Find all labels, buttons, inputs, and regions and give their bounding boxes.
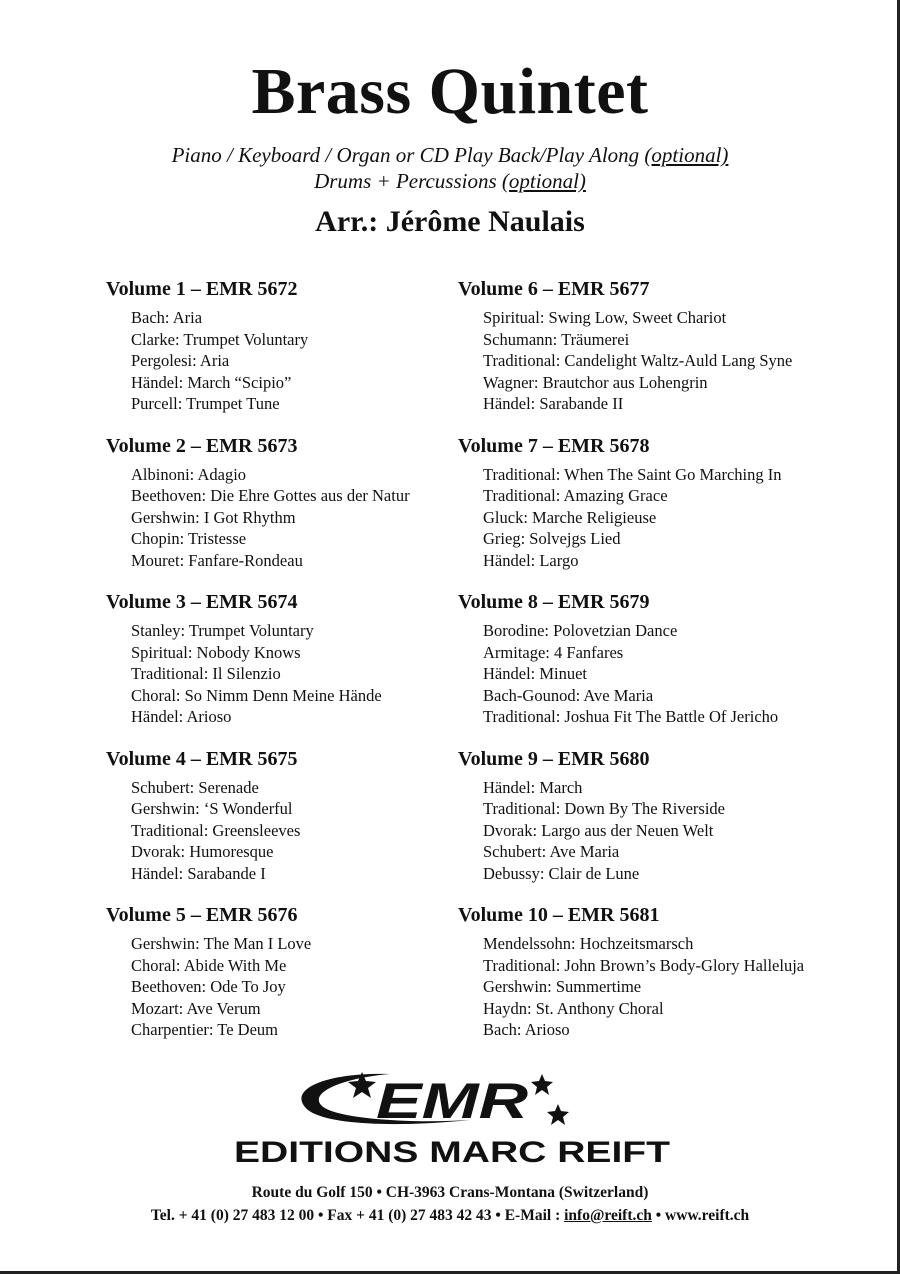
volume-block [458,746,878,903]
logo-text: EMR [376,1073,528,1129]
track-item: Purcell: Trumpet Tune [131,394,280,413]
track-item: Clarke: Trumpet Voluntary [131,329,309,349]
volume-heading: Volume 6 – EMR 5677 [458,278,650,300]
volume-heading: Volume 1 – EMR 5672 [106,278,298,300]
track-item: Bach: Aria [131,308,203,327]
publisher-name: EDITIONS MARC REIFT [234,1136,670,1169]
track-item: Traditional: Candelight Waltz-Auld Lang Syne [483,351,793,370]
track-item: Beethoven: Die Ehre Gottes aus der Natur [131,486,410,505]
volume-track-list [483,620,878,728]
track-item: Choral: So Nimm Denn Meine Hände [131,685,382,705]
track-item: Bach: Arioso [483,1020,570,1039]
track-item: Choral: Abide With Me [131,955,287,975]
volume-heading: Volume 7 – EMR 5678 [458,434,650,457]
star-icon [547,1104,569,1125]
track-item: Traditional: Joshua Fit The Battle Of Jericho [483,707,779,726]
track-item: Traditional: Down By The Riverside [483,799,725,818]
volume-heading: Volume 10 – EMR 5681 [458,904,660,926]
track-item: Mouret: Fanfare-Rondeau [131,550,303,570]
instrumentation-line-2 [0,168,900,194]
track-item: Schumann: Träumerei [483,329,630,349]
emr-logo [230,1066,680,1186]
volume-block [458,433,878,590]
track-item: Grieg: Solvejgs Lied [483,529,621,548]
track-item: Gluck: Marche Religieuse [483,507,657,527]
track-item: Haydn: St. Anthony Choral [483,998,664,1018]
track-item: Charpentier: Te Deum [131,1020,278,1039]
track-item: Händel: Sarabande II [483,394,624,413]
volume-track-list [483,464,878,572]
track-item: Gershwin: ‘S Wonderful [131,799,293,818]
track-item: Albinoni: Adagio [131,464,247,484]
star-icon [531,1074,553,1095]
track-item: Pergolesi: Aria [131,351,230,370]
track-item: Debussy: Clair de Lune [483,863,640,883]
optional-note: (optional) [644,143,729,167]
optional-note: (optional) [501,169,586,193]
track-item: Traditional: John Brown’s Body-Glory Halleluja [483,955,805,975]
track-item: Traditional: Il Silenzio [131,664,281,683]
track-item: Armitage: 4 Fanfares [483,642,624,662]
volume-heading: Volume 8 – EMR 5679 [458,591,650,613]
track-item: Mendelssohn: Hochzeitsmarsch [483,934,694,953]
publisher-contact [0,1204,900,1228]
track-item: Händel: March “Scipio” [131,372,292,392]
track-item: Gershwin: Summertime [483,977,642,996]
track-item: Gershwin: I Got Rhythm [131,507,296,527]
volume-block [458,902,878,1059]
track-item: Händel: Arioso [131,707,232,726]
track-item: Schubert: Ave Maria [483,842,620,861]
track-item: Dvorak: Largo aus der Neuen Welt [483,820,714,840]
arranger-credit: Arr.: Jérôme Naulais [315,205,585,238]
track-item: Händel: Minuet [483,664,588,683]
track-item: Händel: March [483,777,583,797]
volume-track-list [483,933,878,1041]
volume-column-right [458,276,878,1059]
track-item: Dvorak: Humoresque [131,842,274,861]
volume-track-list [483,777,878,885]
email-link[interactable]: info@reift.ch [564,1207,652,1224]
publisher-address: Route du Golf 150 • CH-3963 Crans-Montana (Switzerland) [251,1184,649,1201]
volume-block [458,589,878,746]
volume-heading: Volume 3 – EMR 5674 [106,591,298,613]
track-item: Bach-Gounod: Ave Maria [483,685,654,705]
track-item: Traditional: Greensleeves [131,820,301,840]
track-item: Traditional: When The Saint Go Marching In [483,464,782,484]
volume-heading: Volume 9 – EMR 5680 [458,747,650,770]
instrumentation-line-1 [0,142,900,168]
track-item: Chopin: Tristesse [131,529,247,548]
volume-heading: Volume 2 – EMR 5673 [106,434,298,457]
track-item: Mozart: Ave Verum [131,998,261,1018]
track-item: Spiritual: Swing Low, Sweet Chariot [483,308,727,327]
track-item: Händel: Largo [483,550,579,570]
website-link[interactable]: • www.reift.ch [651,1207,750,1224]
volume-heading: Volume 5 – EMR 5676 [106,904,298,926]
track-item: Händel: Sarabande I [131,863,266,883]
volume-block [458,276,878,433]
track-item: Beethoven: Ode To Joy [131,977,286,996]
phone-fax: Tel. + 41 (0) 27 483 12 00 • Fax + 41 (0) 27 483 42 43 • E-Mail : [150,1207,565,1224]
track-item: Spiritual: Nobody Knows [131,642,301,662]
volume-heading: Volume 4 – EMR 5675 [106,747,298,770]
track-item: Schubert: Serenade [131,777,259,797]
instrumentation-text: Piano / Keyboard / Organ or CD Play Back/Play Along [171,143,645,167]
volume-track-list [483,307,878,415]
track-item: Borodine: Polovetzian Dance [483,621,678,640]
track-item: Wagner: Brautchor aus Lohengrin [483,372,708,392]
track-item: Traditional: Amazing Grace [483,486,668,505]
track-item: Gershwin: The Man I Love [131,934,312,953]
page-title: Brass Quintet [251,55,649,128]
track-item: Stanley: Trumpet Voluntary [131,621,314,640]
percussion-text: Drums + Percussions [314,169,502,193]
